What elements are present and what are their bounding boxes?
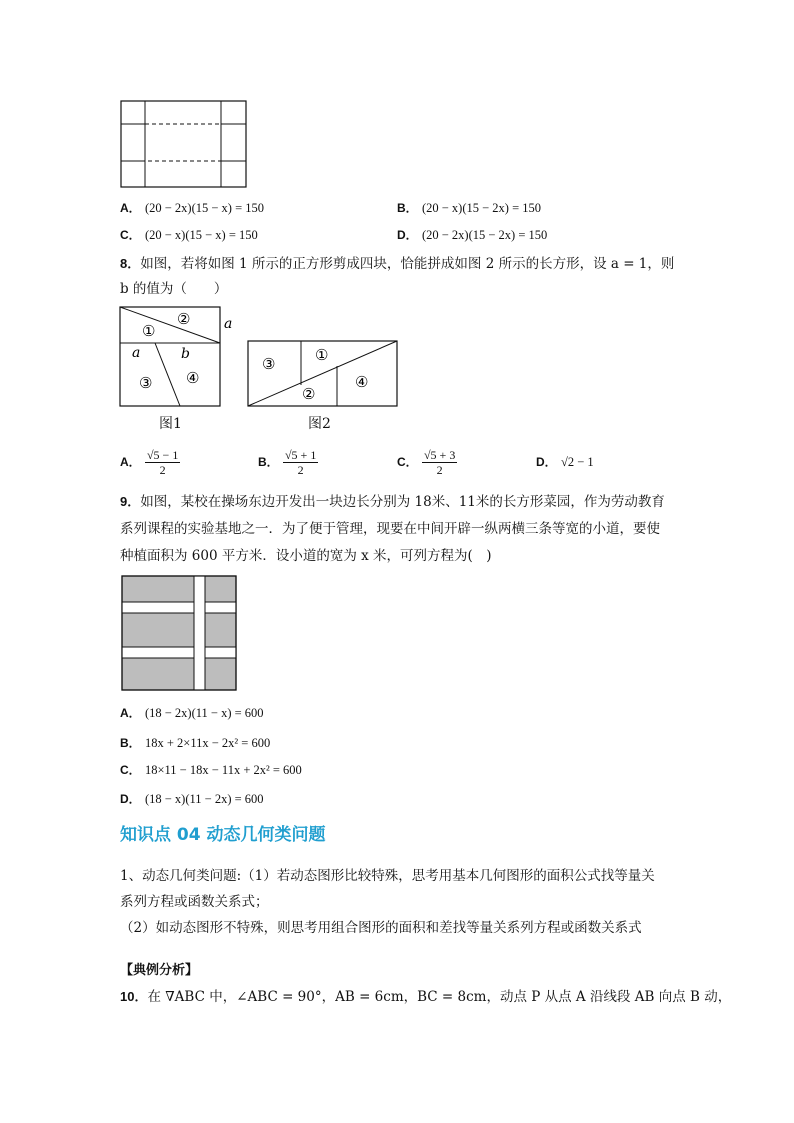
- option-letter: C．: [120, 763, 141, 777]
- section-para-line1: 1、动态几何类问题:（1）若动态图形比较特殊，思考用基本几何图形的面积公式找等量关: [120, 868, 655, 884]
- q7-box-net-figure: [120, 100, 248, 190]
- q8-figure2: [247, 340, 399, 408]
- option-letter: A．: [120, 455, 141, 469]
- option-letter: C．: [397, 455, 418, 469]
- q8-option-a: [120, 446, 180, 478]
- option-expression: (18 − x)(11 − 2x) = 600: [144, 792, 264, 806]
- option-expression: (20 − 2x)(15 − 2x) = 150: [421, 228, 548, 242]
- q7-option-b: [397, 198, 541, 218]
- option-letter: B．: [120, 736, 141, 750]
- question-number: 10．: [120, 989, 148, 1004]
- example-label: 【典例分析】: [120, 963, 199, 978]
- q10-stem: [120, 987, 731, 1007]
- q8-option-d: [536, 452, 594, 472]
- question-number: 8．: [120, 256, 141, 271]
- fig1-label-a-right: a: [224, 316, 233, 332]
- fraction-denominator: 2: [159, 463, 166, 477]
- question-text: 如图，某校在操场东边开发出一块边长分别为 18米、11米的长方形菜园，作为劳动教育: [140, 494, 665, 510]
- option-expression: 18×11 − 18x − 11x + 2x² = 600: [144, 763, 302, 777]
- fig1-piece2: ②: [177, 310, 191, 328]
- fraction-denominator: 2: [297, 463, 304, 477]
- fig1-piece4: ④: [186, 369, 200, 387]
- option-letter: A．: [120, 201, 141, 215]
- q8-stem-line1: [120, 254, 674, 274]
- option-expression: (20 − 2x)(15 − x) = 150: [144, 201, 265, 215]
- q8-stem-line2: b 的值为（ ）: [120, 281, 228, 297]
- option-letter: C．: [120, 228, 141, 242]
- option-fraction: [145, 448, 180, 477]
- section-para-line3: （2）如动态图形不特殊，则思考用组合图形的面积和差找等量关系列方程或函数关系式: [120, 920, 642, 936]
- q8-option-b: [258, 446, 318, 478]
- fig2-piece1: ①: [315, 346, 329, 364]
- question-number: 9．: [120, 494, 141, 509]
- fig2-caption: 图2: [308, 416, 331, 432]
- question-text: 如图，若将如图 1 所示的正方形剪成四块，恰能拼成如图 2 所示的长方形，设 a = 1，则: [140, 256, 675, 272]
- fig1-piece3: ③: [139, 374, 153, 392]
- fraction-numerator: √5 + 3: [423, 448, 456, 462]
- option-expression: √2 − 1: [560, 455, 594, 469]
- q8-option-c: [397, 446, 457, 478]
- q7-option-d: [397, 225, 547, 245]
- option-letter: B．: [258, 455, 279, 469]
- option-fraction: [422, 448, 457, 477]
- option-letter: A．: [120, 706, 141, 720]
- fig1-caption: 图1: [159, 416, 182, 432]
- option-expression: (20 − x)(15 − 2x) = 150: [421, 201, 542, 215]
- q7-option-c: [120, 225, 258, 245]
- q9-option-b: [120, 733, 270, 753]
- q9-option-d: [120, 789, 264, 809]
- section-para-line2: 系列方程或函数关系式；: [120, 894, 269, 910]
- fraction-numerator: √5 − 1: [146, 448, 179, 462]
- fig2-piece3: ③: [262, 355, 276, 373]
- q9-option-a: [120, 703, 264, 723]
- option-fraction: [283, 448, 318, 477]
- option-expression: (18 − 2x)(11 − x) = 600: [144, 706, 264, 720]
- fig1-piece1: ①: [142, 322, 156, 340]
- fig2-piece2: ②: [302, 385, 316, 403]
- question-text: 在 ∇ABC 中，∠ABC = 90°，AB = 6cm，BC = 8cm，动点 P 从点 A 沿线段 AB 向点 B 动，: [147, 989, 732, 1005]
- section-heading: 知识点 04 动态几何类问题: [120, 825, 326, 845]
- q9-stem-line1: [120, 492, 665, 512]
- fraction-numerator: √5 + 1: [284, 448, 317, 462]
- q9-garden-figure: [121, 575, 238, 692]
- fraction-denominator: 2: [436, 463, 443, 477]
- q7-option-a: [120, 198, 264, 218]
- option-letter: D．: [536, 455, 557, 469]
- option-letter: D．: [397, 228, 418, 242]
- q9-stem-line3: 种植面积为 600 平方米．设小道的宽为 x 米，可列方程为( ): [120, 548, 492, 564]
- q9-option-c: [120, 760, 302, 780]
- option-expression: 18x + 2×11x − 2x² = 600: [144, 736, 271, 750]
- option-letter: D．: [120, 792, 141, 806]
- fig2-piece4: ④: [355, 373, 369, 391]
- fig1-label-b: b: [181, 346, 190, 362]
- q8-figure1: [119, 306, 241, 408]
- q9-stem-line2: 系列课程的实验基地之一．为了便于管理，现要在中间开辟一纵两横三条等宽的小道，要使: [120, 521, 660, 537]
- fig1-label-a-left: a: [132, 345, 141, 361]
- option-expression: (20 − x)(15 − x) = 150: [144, 228, 258, 242]
- option-letter: B．: [397, 201, 418, 215]
